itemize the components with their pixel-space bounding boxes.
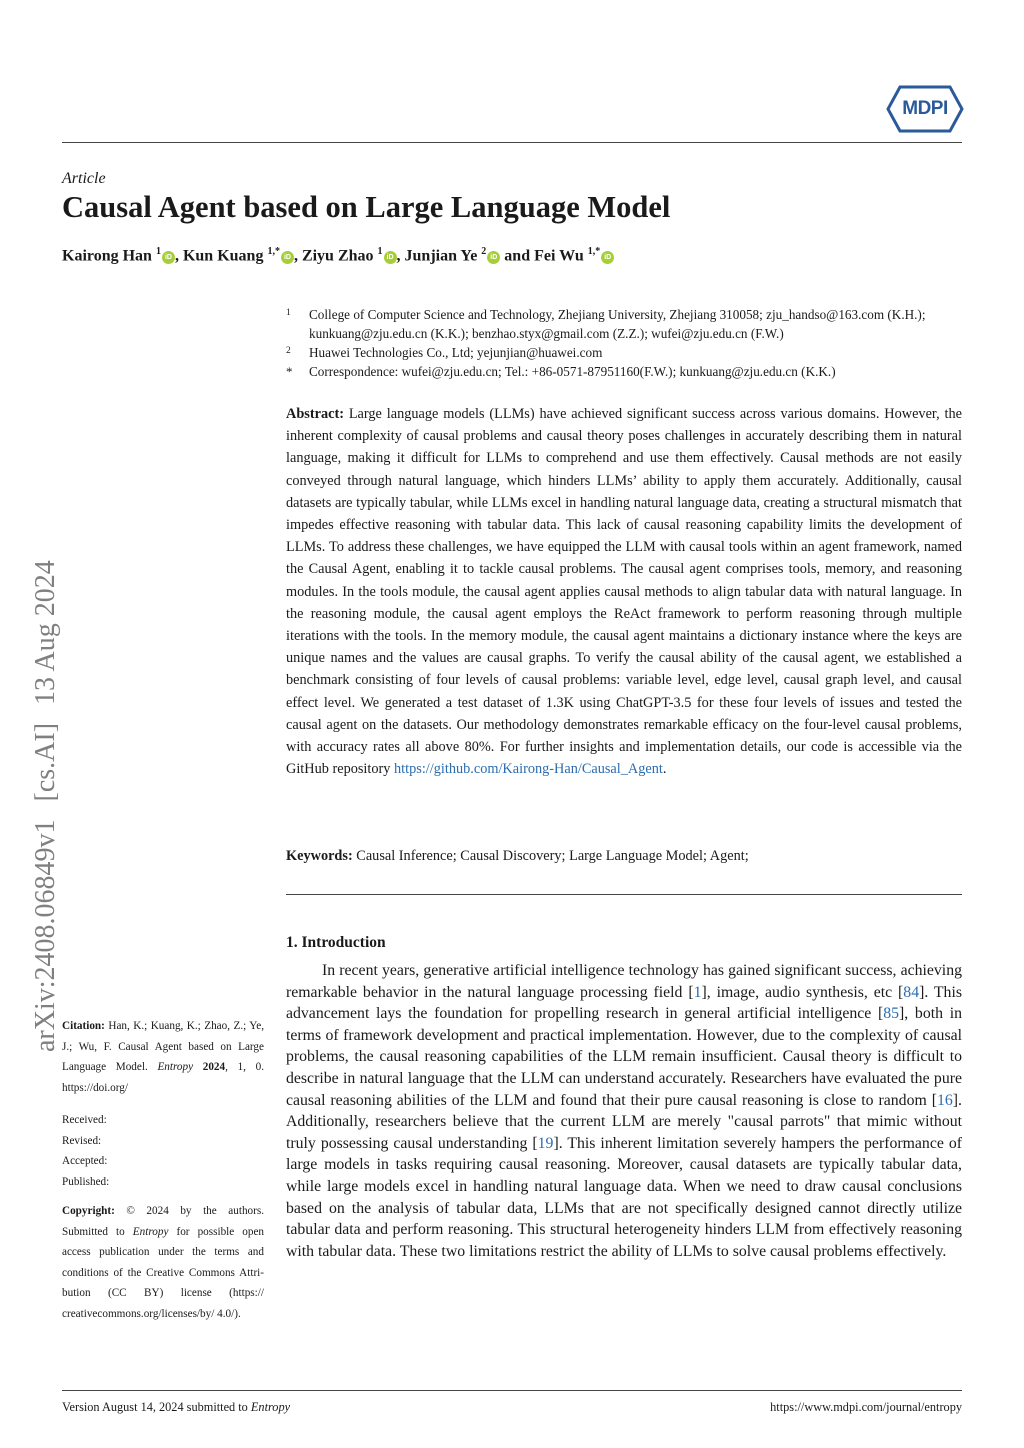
sidebar bbox=[62, 1016, 264, 1324]
citation-link[interactable]: 16 bbox=[936, 1091, 953, 1109]
orcid-icon[interactable]: iD bbox=[601, 251, 614, 264]
author-name: Kun Kuang bbox=[182, 247, 268, 265]
footer-version bbox=[62, 1400, 290, 1415]
footer-version-text: Version August 14, 2024 submitted to bbox=[62, 1400, 248, 1414]
citation-link[interactable]: 1 bbox=[693, 983, 702, 1001]
arxiv-category: [cs.AI] bbox=[30, 722, 61, 802]
affiliation-marker: * bbox=[286, 364, 293, 379]
orcid-icon[interactable]: iD bbox=[384, 251, 397, 264]
section-heading: 1. Introduction bbox=[286, 934, 386, 951]
arxiv-id: arXiv:2408.06849v1 bbox=[30, 819, 61, 1052]
orcid-icon[interactable]: iD bbox=[162, 251, 175, 264]
affiliation-text: Huawei Technologies Co., Ltd; yejunjian@huawei.com bbox=[309, 345, 603, 360]
keywords-text: Causal Inference; Causal Discovery; Large Language Model; Agent; bbox=[356, 848, 749, 864]
author-list: Kairong Han $^1$iD , Kun Kuang $^{1,*}$iD , Ziyu Zhao $^1$iD , Junjian Ye $^2$iD and Fei Wu $^{1,*}$iD bbox=[62, 246, 614, 265]
author-name: Fei Wu bbox=[534, 247, 588, 265]
publisher-logo bbox=[886, 84, 964, 134]
affiliation-text: College of Computer Science and Technology, Zhejiang University, Zhejiang 310058; zju_handso@163.com (K.H.); kunkuang@zju.edu.cn (K.K.); benzhao.styx@gmail.com (Z.Z.); wufei@zju.edu.cn (F.W.) bbox=[309, 307, 926, 341]
author-name: Ziyu Zhao bbox=[301, 247, 378, 265]
arxiv-date: 13 Aug 2024 bbox=[30, 560, 61, 705]
affiliation-text: Correspondence: wufei@zju.edu.cn; Tel.: +86-0571-87951160(F.W.); kunkuang@zju.edu.cn (K.K.) bbox=[309, 364, 836, 379]
affiliation-item bbox=[286, 305, 966, 343]
footer-journal: Entropy bbox=[250, 1400, 291, 1414]
author-affiliation-mark: 1,* bbox=[587, 246, 601, 257]
abstract-rule bbox=[286, 894, 962, 895]
orcid-icon[interactable]: iD bbox=[487, 251, 500, 264]
citation-text: Han, K.; Kuang, K.; Zhao, Z.; Ye, J.; Wu, F. Causal Agent based on Large Language Model. bbox=[62, 1020, 264, 1073]
affiliation-marker: 2 bbox=[286, 346, 291, 356]
copyright bbox=[62, 1201, 264, 1324]
date-label: Revised: bbox=[62, 1134, 102, 1147]
copyright-label: Copyright: bbox=[62, 1205, 115, 1217]
citation-link[interactable]: 84 bbox=[903, 983, 920, 1001]
footer-rule bbox=[62, 1390, 962, 1391]
date-label: Published: bbox=[62, 1175, 110, 1188]
author-name: Kairong Han bbox=[62, 247, 156, 265]
affiliations bbox=[286, 305, 966, 381]
citation-label: Citation: bbox=[62, 1020, 105, 1032]
abstract-text: Large language models (LLMs) have achieved significant success across various domains. However, the inherent complexity of causal problems and causal theory poses challenges in accurately describing them in natural language, making it difficult for LLMs to comprehend and use them effectively. Causal methods are not easily conveyed through natural language, which hinders LLMs’ ability to apply them accurately. Additionally, causal datasets are typically tabular, while LLMs excel in handling natural language data, creating a structural mismatch that impedes effective reasoning with tabular data. This lack of causal reasoning capability limits the development of LLMs. To address these challenges, we have equipped the LLM with causal tools within an agent framework, named the Causal Agent, enabling it to tackle causal problems. The causal agent comprises tools, memory, and reasoning modules. In the tools module, the causal agent applies causal methods to align tabular data with natural language. In the reasoning module, the causal agent employs the ReAct framework to perform reasoning through multiple iterations with the tools. In the memory module, the causal agent maintains a dictionary instance where the keys are unique names and the values are causal graphs. To verify the causal ability of the causal agent, we established a benchmark consisting of four levels of causal problems: variable level, edge level, causal graph level, and causal effect level. We generated a test dataset of 1.3K using ChatGPT-3.5 for these four levels of issues and tested the causal agent on the datasets. Our methodology demonstrates remarkable efficacy on the four-level causal problems, with accuracy rates all above 80%. For further insights and implementation details, our code is accessible via the GitHub repository bbox=[286, 406, 962, 778]
citation-journal: Entropy bbox=[157, 1061, 194, 1073]
author-affiliation-mark: 2 bbox=[481, 246, 487, 257]
article-type: Article bbox=[62, 170, 106, 187]
keywords bbox=[286, 848, 962, 865]
publisher-logo-text: MDPI bbox=[902, 98, 948, 119]
author-name: Junjian Ye bbox=[404, 247, 482, 265]
author-affiliation-mark: 1,* bbox=[267, 246, 280, 257]
copyright-pre: © 2024 by the authors. Submitted to bbox=[62, 1205, 265, 1238]
header-rule bbox=[62, 142, 962, 143]
orcid-icon[interactable]: iD bbox=[281, 251, 294, 264]
citation-link[interactable]: 85 bbox=[883, 1005, 900, 1023]
author-affiliation-mark: 1 bbox=[377, 246, 383, 257]
paper-title: Causal Agent based on Large Language Model bbox=[62, 190, 671, 224]
abstract-label: Abstract: bbox=[286, 406, 344, 422]
citation-link[interactable]: 19 bbox=[537, 1134, 554, 1152]
affiliation-item bbox=[286, 343, 966, 362]
affiliation-marker: 1 bbox=[286, 308, 291, 318]
abstract-end: . bbox=[662, 761, 667, 778]
author-affiliation-mark: 1 bbox=[155, 246, 161, 257]
date-label: Accepted: bbox=[62, 1155, 108, 1167]
copyright-journal: Entropy bbox=[132, 1225, 169, 1238]
introduction-paragraph: In recent years, generative artificial intelligence technology has gained significant success, achieving remarkable behavior in the natural language processing field [1], image, audio synthesis, etc [84]. This advancement lays the foundation for propelling research in general artificial intelligence [85], both in terms of framework development and practical implementation. However, due to the complexity of causal problems, the causal reasoning capabilities of the LLM remain insufficient. Causal theory is difficult to describe in natural language that the LLM can understand accurately. Researchers have evaluated the pure causal reasoning abilities of the LLM and found that their pure causal reasoning is close to random [16]. Additionally, researchers believe that the current LLM are merely "causal parrots" that mimic without truly possessing causal understanding [19]. This inherent limitation severely hampers the performance of large models in tasks requiring causal reasoning. Moreover, causal datasets are typically tabular data, while large models excel in handling natural language data. When we need to draw causal conclusions based on the analysis of tabular data, LLMs that are not specifically designed cannot directly utilize tabular data and perform reasoning. This structural heterogeneity hinders LLM from effectively reasoning with tabular data. These two limitations restrict the ability of LLMs to solve causal problems effectively. bbox=[286, 962, 963, 1260]
citation bbox=[62, 1016, 264, 1098]
arxiv-stamp bbox=[30, 560, 62, 1052]
citation-year: 2024 bbox=[202, 1061, 226, 1073]
affiliation-item bbox=[286, 362, 966, 381]
keywords-label: Keywords: bbox=[286, 848, 353, 864]
footer-url[interactable]: https://www.mdpi.com/journal/entropy bbox=[770, 1400, 962, 1414]
citation-tail: , 1, 0. https://doi.org/ bbox=[62, 1061, 264, 1094]
github-link[interactable]: https://github.com/Kairong-Han/Causal_Agent bbox=[394, 761, 663, 778]
abstract bbox=[286, 403, 962, 780]
date-label: Received: bbox=[62, 1114, 107, 1126]
copyright-post: for possible open access publication under the terms and conditions of the Creative Commons Attri- bution (CC BY) license (https:// creativecommons.org/licenses/by/ 4.0/). bbox=[62, 1225, 265, 1320]
publication-dates bbox=[62, 1110, 264, 1192]
